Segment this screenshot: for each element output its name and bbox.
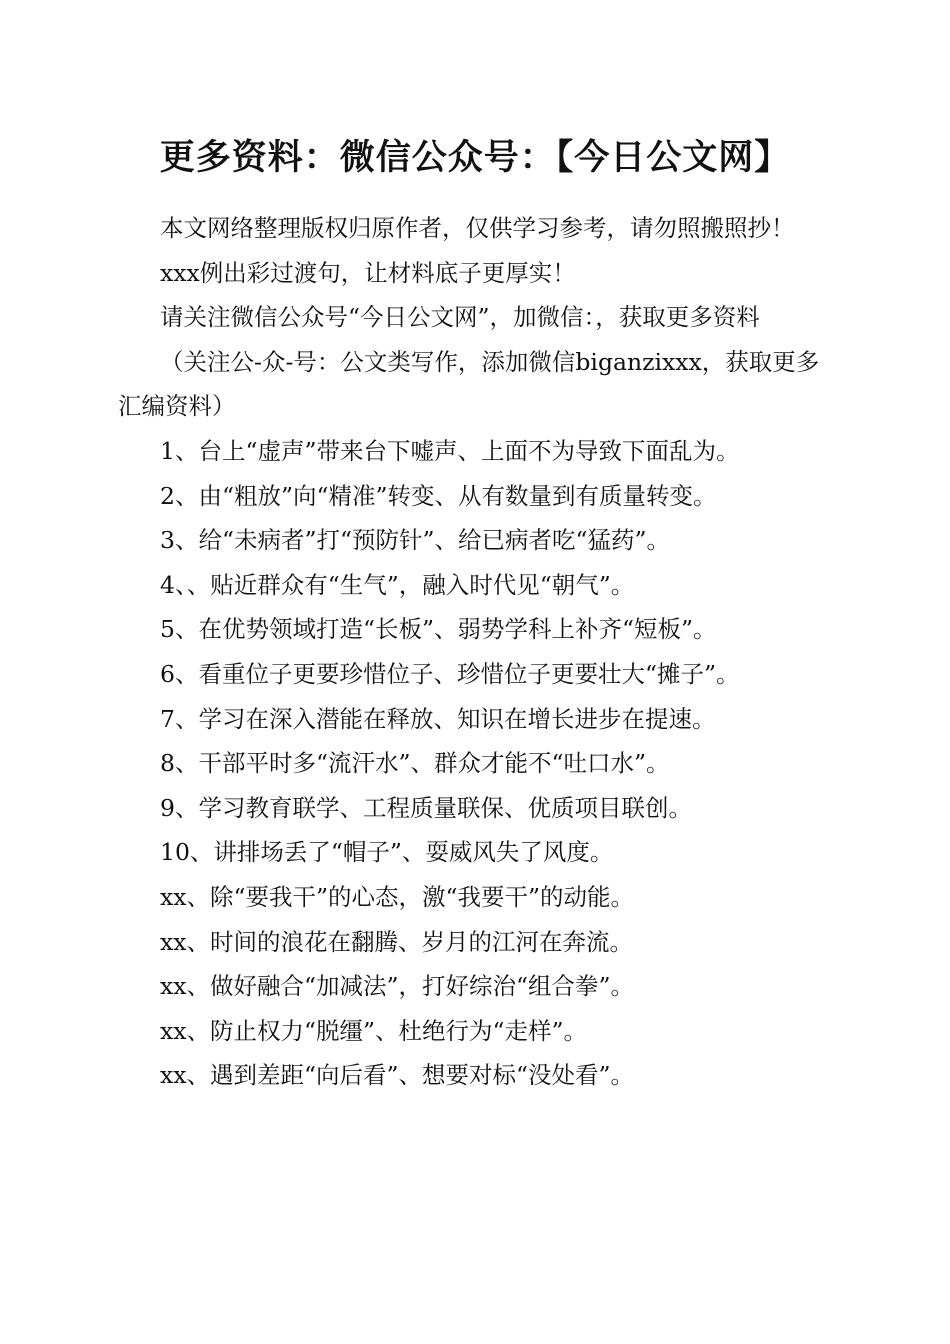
list-item: 7、学习在深入潜能在释放、知识在增长进步在提速。 — [160, 704, 716, 733]
intro-follow-notice: 请关注微信公众号“今日公文网”，加微信：，获取更多资料 — [160, 303, 760, 332]
list-item: xx、时间的浪花在翻腾、岁月的江河在奔流。 — [160, 927, 634, 956]
document-body — [118, 206, 833, 1098]
list-item: xx、遇到差距“向后看”、想要对标“没处看”。 — [160, 1061, 635, 1090]
list-item: 2、由“粗放”向“精准”转变、从有数量到有质量转变。 — [160, 481, 717, 510]
intro-wechat-notice: （关注公-众-号：公文类写作，添加微信biganzixxx，获取更多汇编资料） — [118, 347, 820, 421]
intro-subtitle: xxx例出彩过渡句，让材料底子更厚实！ — [160, 258, 576, 287]
list-item: 9、学习教育联学、工程质量联保、优质项目联创。 — [160, 793, 692, 822]
list-item: 10、讲排场丢了“帽子”、耍威风失了风度。 — [160, 838, 614, 867]
list-item: 8、干部平时多“流汗水”、群众才能不“吐口水”。 — [160, 749, 670, 778]
list-item: xx、做好融合“加减法”，打好综治“组合拳”。 — [160, 972, 635, 1001]
list-item: xx、防止权力“脱缰”、杜绝行为“走样”。 — [160, 1016, 588, 1045]
intro-copyright-notice: 本文网络整理版权归原作者，仅供学习参考，请勿照搬照抄！ — [160, 214, 795, 242]
list-item: 5、在优势领域打造“长板”、弱势学科上补齐“短板”。 — [160, 615, 717, 644]
page-title: 更多资料：微信公众号：【今日公文网】 — [159, 138, 791, 178]
list-item: xx、除“要我干”的心态，激“我要干”的动能。 — [160, 882, 635, 911]
list-item: 6、看重位子更要珍惜位子、珍惜位子更要壮大“摊子”。 — [160, 659, 740, 688]
list-item: 4、、贴近群众有“生气”，融入时代见“朝气”。 — [160, 570, 635, 599]
list-item: 3、给“未病者”打“预防针”、给已病者吃“猛药”。 — [160, 526, 671, 555]
list-item: 1、台上“虚声”带来台下嘘声、上面不为导致下面乱为。 — [160, 436, 740, 465]
